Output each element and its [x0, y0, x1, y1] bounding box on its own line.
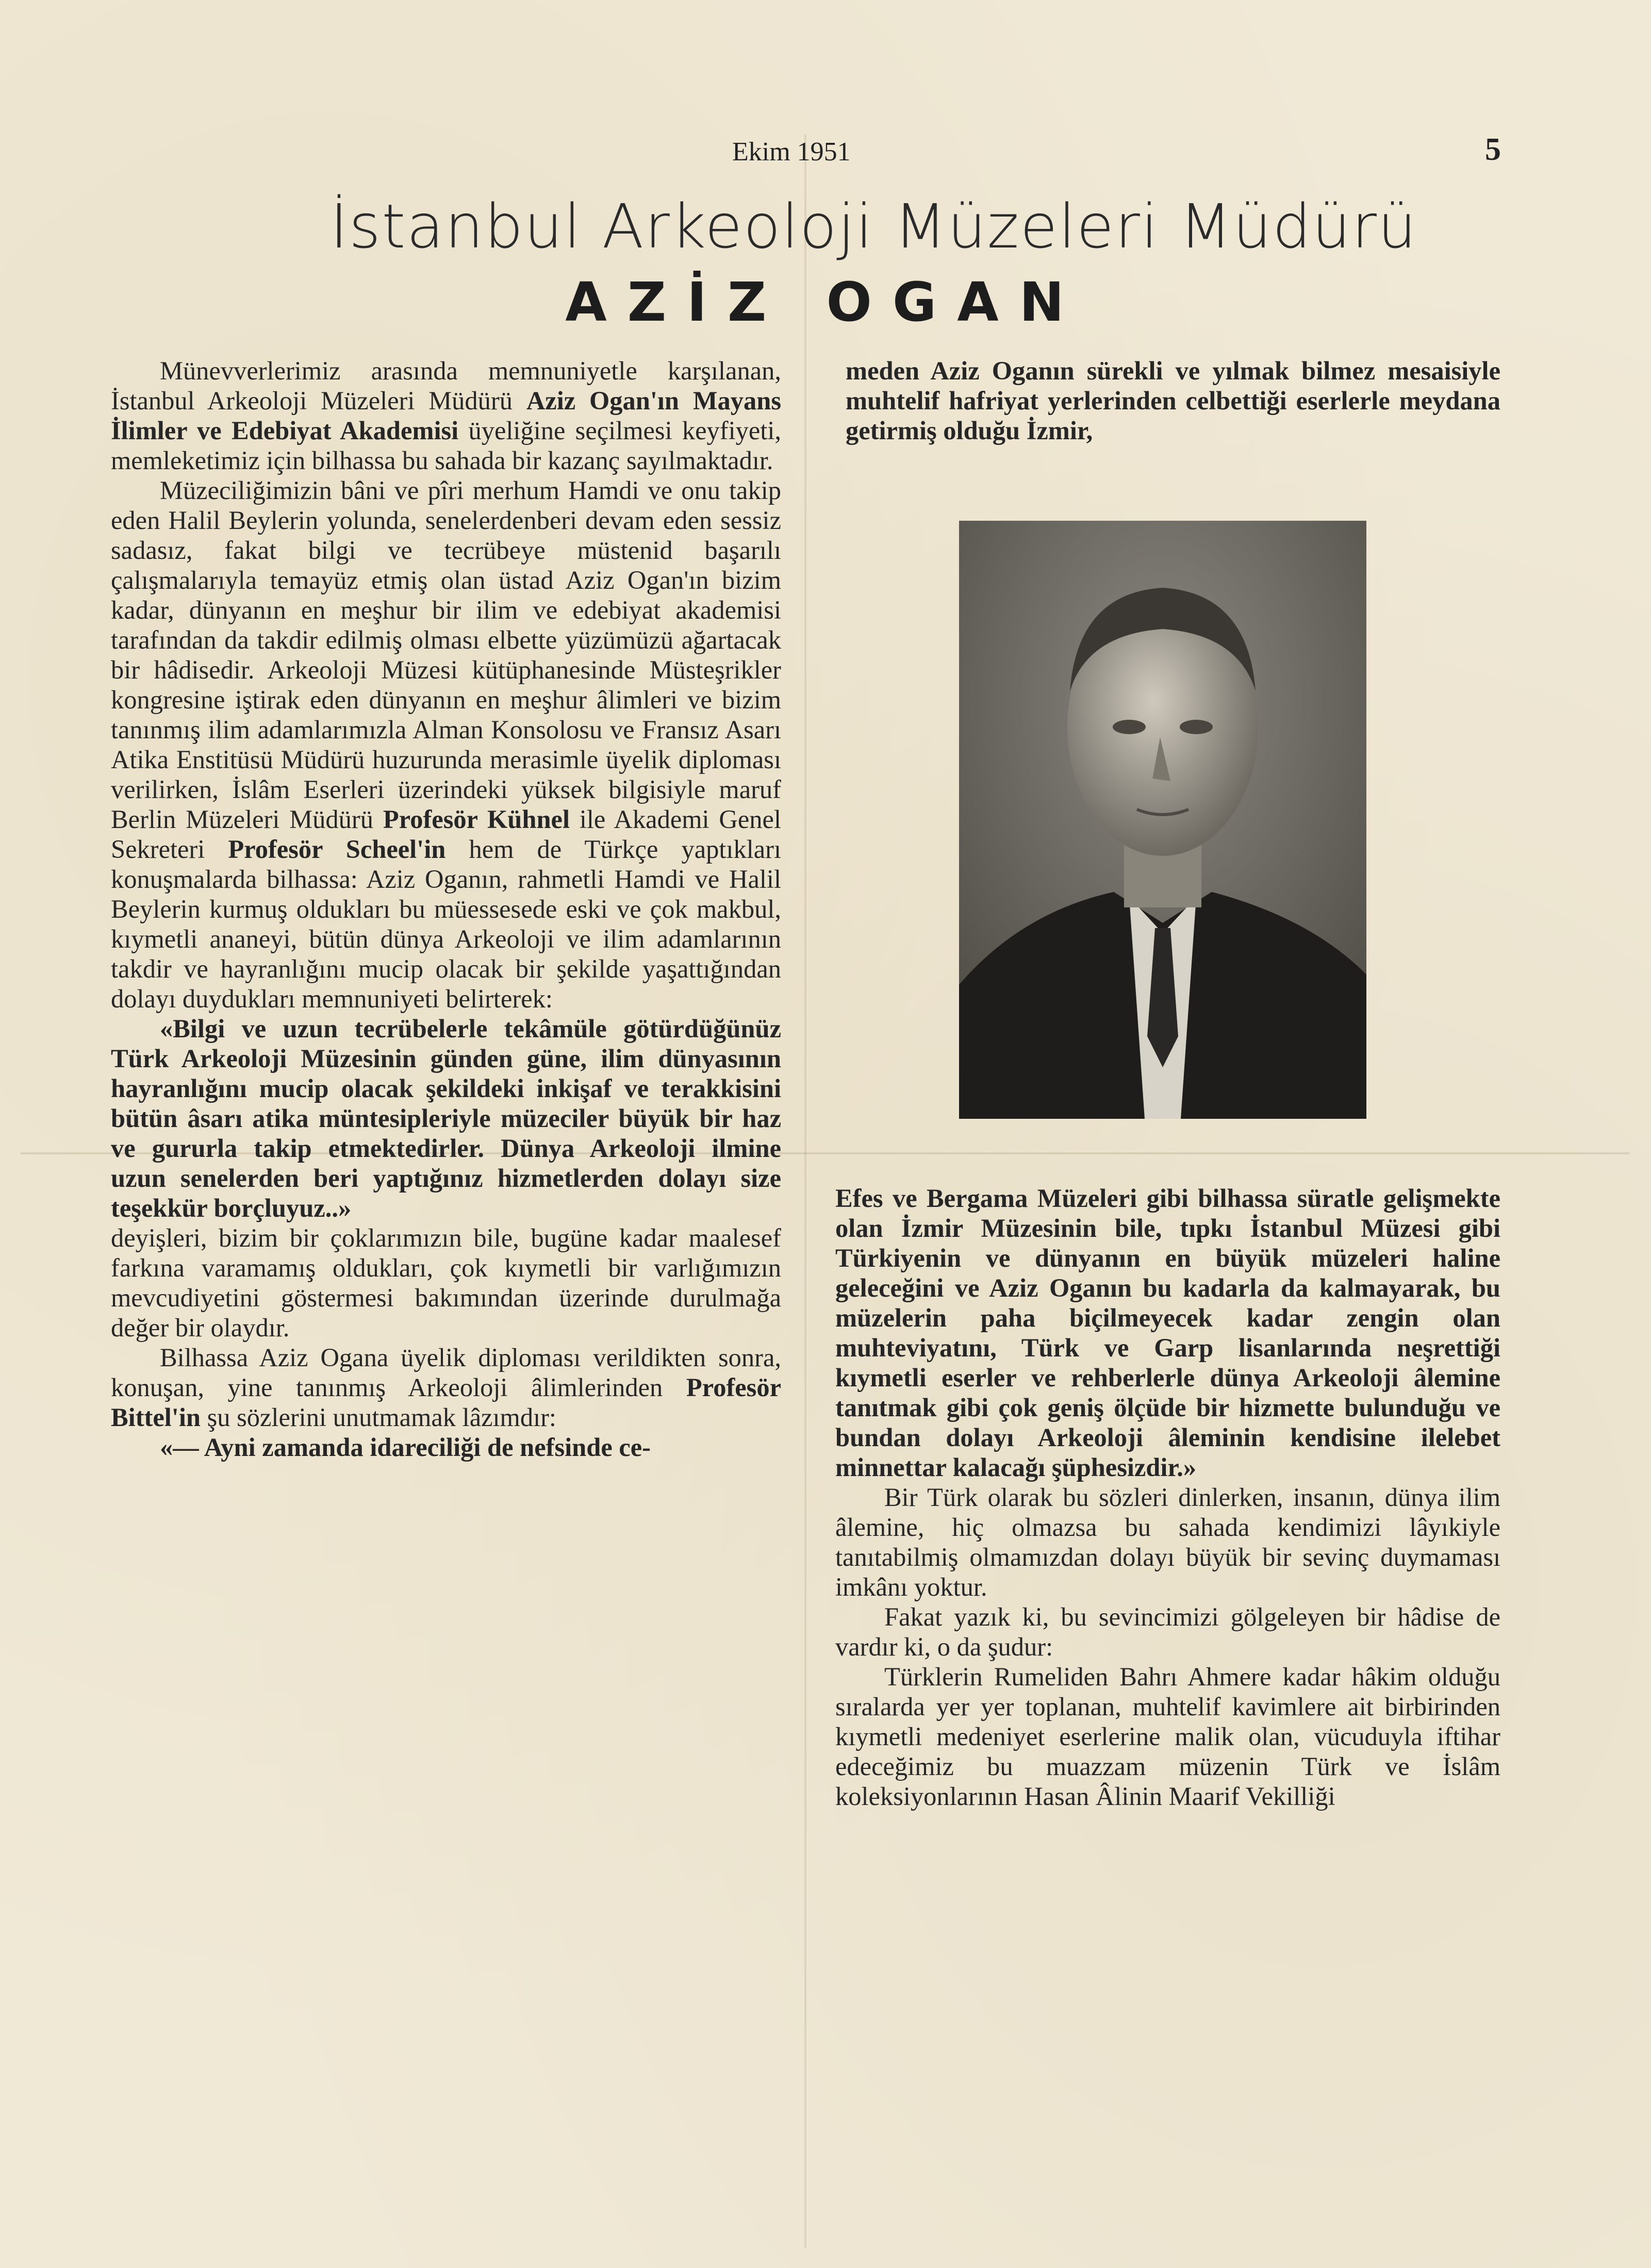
left-column: [111, 356, 781, 1462]
article-paragraph: [835, 1183, 1500, 1482]
text-run: Müzeciliğimizin bâni ve pîri merhum Hamdi ve onu takip eden Halil Beylerin yolunda, senelerdenberi devam eden sessiz sadasız, fakat bilgi ve tecrübeye müstenid başarılı çalışmalarıyla temayüz etmiş olan üstad Aziz Ogan'ın bizim kadar, dünyanın en meşhur bir ilim ve edebiyat akademisi tarafından da takdir edilmiş olması elbette yüzümüzü ağartacak bir hâdisedir. Arkeoloji Müzesi kütüphanesinde Müsteşrikler kongresine iştirak eden dünyanın en meşhur âlimleri ve bizim tanınmış ilim adamlarımızla Alman Konsolosu ve Fransız Asarı Atika Enstitüsü Müdürü huzurunda merasimle üyelik diploması verilirken, İslâm Eserleri üzerindeki yüksek bilgisiyle maruf Berlin Müzeleri Müdürü: [111, 476, 781, 834]
article-paragraph: [111, 1343, 781, 1432]
text-run: üyeliğine seçilmesi keyfiyeti, memleketimiz için bilhassa bu sahada bir kazanç sayılmaktadır.: [111, 416, 782, 475]
text-run: ile Akademi Genel Sekreteri: [111, 805, 782, 864]
text-run: Türklerin Rumeliden Bahrı Ahmere kadar hâkim olduğu sıralarda yer yer toplanan, muhtelif kavimlere ait birbirinden kıymetli medeniyet eserlerine malik olan, vücuduyla iftihar edeceğimiz bu muazzam müzenin Türk ve İslâm koleksiyonlarının Hasan Âlinin Maarif Vekilliği: [835, 1662, 1500, 1811]
right-column-top: [846, 356, 1500, 445]
portrait-photo: [959, 521, 1366, 1119]
right-column-bottom: [835, 1183, 1500, 1811]
bold-text-run: meden Aziz Oganın sürekli ve yılmak bilmez mesaisiyle muhtelif hafriyat yerlerinden celbettiği eserlerle meydana getirmiş olduğu İzmir,: [846, 356, 1500, 445]
page-number: 5: [1485, 132, 1501, 167]
text-run: Fakat yazık ki, bu sevincimizi gölgeleyen bir hâdise de vardır ki, o da şudur:: [835, 1602, 1500, 1661]
article-subject-name: AZİZ OGAN: [565, 271, 1085, 334]
text-run: Bilhassa Aziz Ogana üyelik diploması verildikten sonra, konuşan, yine tanınmış Arkeoloji âlimlerinden: [111, 1343, 781, 1402]
article-paragraph: [111, 1223, 781, 1343]
bold-text-run: Profesör Bittel'in: [111, 1373, 781, 1432]
article-paragraph: [111, 1014, 781, 1223]
text-run: hem de Türkçe yaptıkları konuşmalarda bilhassa: Aziz Oganın, rahmetli Hamdi ve Halil Beylerin kurmuş oldukları bu müessesede eski ve çok makbul, kıymetli ananeyi, bütün dünya Arkeoloji ve ilim adamlarının takdir ve hayranlığını mucip olacak bir şekilde yaşattığından dolayı duydukları memnuniyeti belirterek:: [111, 835, 781, 1013]
issue-date: Ekim 1951: [732, 137, 851, 167]
text-run: Münevverlerimiz arasında memnuniyetle karşılanan, İstanbul Arkeoloji Müzeleri Müdürü: [111, 356, 781, 415]
text-run: deyişleri, bizim bir çoklarımızın bile, bugüne kadar maalesef farkına varamamış oldukları, çok kıymetli bir varlığımızın mevcudiyetini göstermesi bakımından üzerinde durulmağa değer bir olaydır.: [111, 1223, 781, 1342]
article-paragraph: [835, 1482, 1500, 1602]
vertical-fold-crease: [804, 134, 806, 2248]
bold-text-run: Aziz Ogan'ın Mayans İlimler ve Edebiyat Akademisi: [111, 386, 781, 445]
article-paragraph: [835, 1602, 1500, 1662]
portrait-photo-illustration: [959, 521, 1366, 1119]
article-paragraph: [835, 1662, 1500, 1811]
text-run: şu sözlerini unutmamak lâzımdır:: [200, 1403, 556, 1432]
text-run: Bir Türk olarak bu sözleri dinlerken, insanın, dünya ilim âlemine, hiç olmazsa bu sahada kendimizi lâyıkiyle tanıtabilmiş olmamızdan dolayı büyük bir sevinç duymaması imkânı yoktur.: [835, 1483, 1500, 1601]
article-headline: İstanbul Arkeoloji Müzeleri Müdürü: [330, 191, 1417, 262]
bold-text-run: Profesör Kühnel: [383, 805, 570, 834]
bold-text-run: «— Ayni zamanda idareciliği de nefsinde ce-: [160, 1433, 651, 1462]
bold-text-run: «Bilgi ve uzun tecrübelerle tekâmüle götürdüğünüz Türk Arkeoloji Müzesinin günden güne, ilim dünyasının hayranlığını mucip olacak şekildeki inkişaf ve terakkisini bütün âsarı atika müntesipleriyle müzeciler büyük bir haz ve gururla takip etmektedirler. Dünya Arkeoloji ilmine uzun senelerden beri yaptığınız hizmetlerden dolayı size teşekkür borçluyuz..»: [111, 1014, 781, 1222]
article-paragraph: [111, 475, 781, 1014]
article-paragraph: [111, 356, 781, 475]
bold-text-run: Efes ve Bergama Müzeleri gibi bilhassa süratle gelişmekte olan İzmir Müzesinin bile, tıpkı İstanbul Müzesi gibi Türkiyenin ve dünyanın en büyük müzeleri haline geleceğini ve Aziz Oganın bu kadarla da kalmayarak, bu müzelerin paha biçilmeyecek kadar zengin olan muhteviyatını, Türk ve Garp lisanlarında neşrettiği kıymetli eserler ve rehberlerle dünya Arkeoloji âlemine tanıtmak gibi çok geniş ölçüde bir hizmette bulunduğu ve bundan dolayı Arkeoloji âleminin kendisine ilelebet minnettar kalacağı şüphesizdir.»: [835, 1184, 1500, 1482]
article-paragraph: [846, 356, 1500, 445]
bold-text-run: Profesör Scheel'in: [228, 835, 446, 864]
article-paragraph: [111, 1432, 781, 1462]
